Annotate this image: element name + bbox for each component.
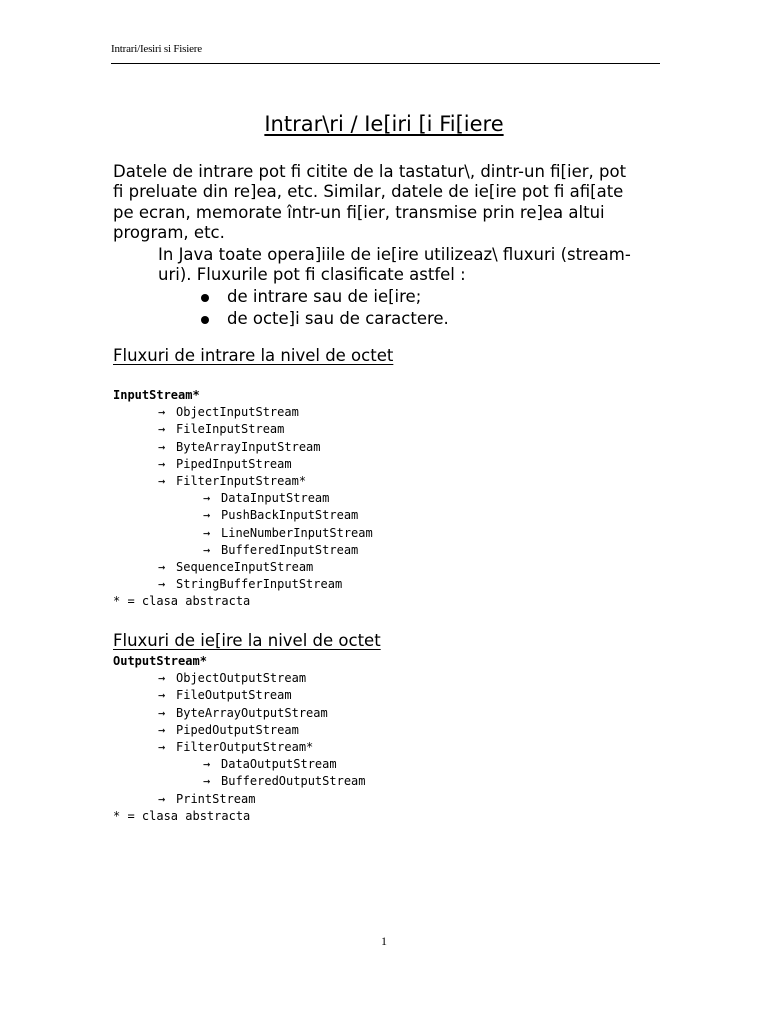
class-name: BufferedInputStream (221, 542, 359, 557)
arrow-right-icon: → (158, 456, 166, 471)
class-name: FileInputStream (176, 422, 285, 437)
list-item-text: de intrare sau de ie[ire; (227, 287, 422, 306)
hierarchy-item (113, 559, 373, 576)
class-name: SequenceInputStream (176, 559, 314, 574)
list-item (200, 286, 449, 308)
intro-paragraph (113, 162, 658, 243)
arrow-right-icon: → (203, 491, 211, 506)
bullet-icon (201, 316, 209, 324)
hierarchy-item (113, 404, 373, 421)
class-name: FileOutputStream (176, 688, 292, 703)
hierarchy-item (113, 421, 373, 438)
class-name: DataOutputStream (221, 757, 337, 772)
intro-line: program, etc. (113, 222, 225, 242)
class-name: FilterInputStream* (176, 473, 307, 488)
output-section-heading: Fluxuri de ie[ire la nivel de octet (113, 631, 381, 650)
hierarchy-item (113, 773, 366, 790)
class-name: PushBackInputStream (221, 508, 359, 523)
class-name: ByteArrayInputStream (176, 439, 321, 454)
arrow-right-icon: → (158, 688, 166, 703)
class-name: ObjectOutputStream (176, 671, 307, 686)
arrow-right-icon: → (158, 422, 166, 437)
hierarchy-root: InputStream* (113, 388, 200, 402)
java-line: uri). Fluxurile pot fi clasificate astfel : (158, 265, 466, 285)
hierarchy-item (113, 739, 366, 756)
bullet-icon (201, 294, 209, 302)
arrow-right-icon: → (158, 722, 166, 737)
list-item (200, 308, 449, 330)
arrow-right-icon: → (158, 405, 166, 420)
hierarchy-item (113, 670, 366, 687)
hierarchy-item (113, 456, 373, 473)
arrow-right-icon: → (158, 739, 166, 754)
footnote: * = clasa abstracta (113, 594, 251, 609)
class-name: LineNumberInputStream (221, 525, 373, 540)
hierarchy-items (113, 404, 373, 593)
hierarchy-item (113, 722, 366, 739)
header-divider (111, 63, 660, 64)
page-title: Intrar\ri / Ie[iri [i Fi[iere (264, 112, 504, 136)
arrow-right-icon: → (203, 774, 211, 789)
hierarchy-item (113, 473, 373, 490)
hierarchy-item (113, 507, 373, 524)
arrow-right-icon: → (203, 757, 211, 772)
arrow-right-icon: → (158, 705, 166, 720)
input-section-heading: Fluxuri de intrare la nivel de octet (113, 346, 394, 365)
java-line: In Java toate opera]iile de ie[ire utilizeaz\ fluxuri (stream- (158, 245, 631, 264)
arrow-right-icon: → (158, 439, 166, 454)
arrow-right-icon: → (158, 473, 166, 488)
footnote: * = clasa abstracta (113, 808, 251, 823)
hierarchy-item (113, 687, 366, 704)
arrow-right-icon: → (158, 671, 166, 686)
arrow-right-icon: → (203, 542, 211, 557)
class-name: PipedInputStream (176, 456, 292, 471)
classification-list (200, 286, 449, 330)
java-paragraph (158, 245, 658, 286)
hierarchy-item (113, 705, 366, 722)
intro-line: Datele de intrare pot fi citite de la tastatur\, dintr-un fi[ier, pot (113, 162, 627, 181)
intro-line: pe ecran, memorate într-un fi[ier, transmise prin re]ea altui (113, 202, 605, 222)
arrow-right-icon: → (158, 791, 166, 806)
class-name: ObjectInputStream (176, 405, 299, 420)
hierarchy-item (113, 490, 373, 507)
class-name: StringBufferInputStream (176, 577, 343, 592)
arrow-right-icon: → (158, 559, 166, 574)
input-stream-hierarchy (113, 387, 373, 610)
output-stream-hierarchy (113, 653, 366, 825)
class-name: PrintStream (176, 791, 256, 806)
arrow-right-icon: → (203, 508, 211, 523)
class-name: DataInputStream (221, 491, 330, 506)
class-name: ByteArrayOutputStream (176, 705, 328, 720)
hierarchy-item (113, 756, 366, 773)
class-name: PipedOutputStream (176, 722, 299, 737)
hierarchy-item (113, 542, 373, 559)
hierarchy-item (113, 439, 373, 456)
running-header: Intrari/Iesiri si Fisiere (111, 43, 202, 55)
class-name: FilterOutputStream* (176, 739, 314, 754)
arrow-right-icon: → (203, 525, 211, 540)
list-item-text: de octe]i sau de caractere. (227, 309, 449, 328)
hierarchy-item (113, 791, 366, 808)
hierarchy-item (113, 576, 373, 593)
hierarchy-root: OutputStream* (113, 654, 207, 668)
arrow-right-icon: → (158, 577, 166, 592)
hierarchy-item (113, 525, 373, 542)
class-name: BufferedOutputStream (221, 774, 366, 789)
intro-line: fi preluate din re]ea, etc. Similar, datele de ie[ire pot fi afi[ate (113, 182, 624, 202)
hierarchy-items (113, 670, 366, 808)
page-number: 1 (381, 934, 387, 948)
